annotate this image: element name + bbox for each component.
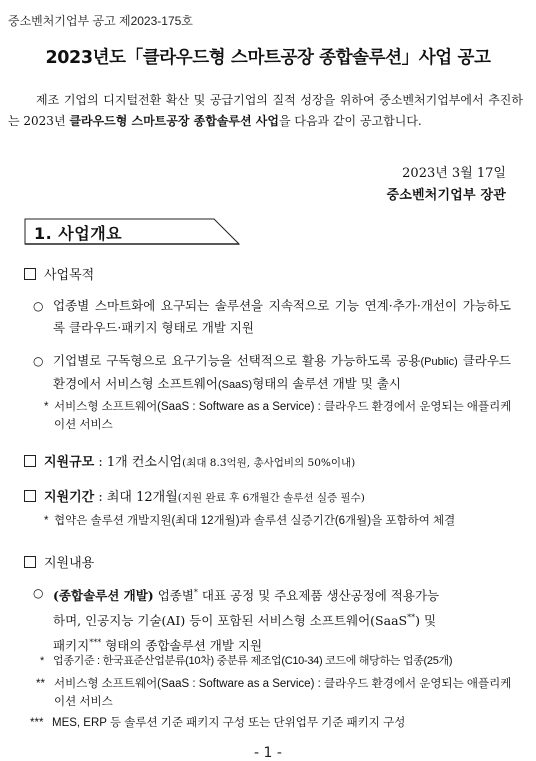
- purpose-item-2: [33, 350, 511, 396]
- purpose-heading: 사업목적: [24, 264, 94, 283]
- square-bullet-icon: [24, 455, 36, 467]
- document-number: 중소벤처기업부 공고 제2023-175호: [8, 14, 193, 28]
- circle-bullet-icon: ○: [33, 354, 44, 368]
- period-heading: 지원기간 : 최대 12개월(지원 완료 후 6개월간 솔루션 실증 필수): [24, 486, 365, 505]
- purpose-item-1: [33, 295, 511, 339]
- circle-bullet-icon: ○: [33, 299, 44, 313]
- purpose-footnote: * 서비스형 소프트웨어(SaaS : Software as a Service) : 클라우드 환경에서 운영되는 애플리케이션 서비스: [44, 401, 512, 431]
- document-title: 2023년도「클라우드형 스마트공장 종합솔루션」사업 공고: [45, 48, 491, 68]
- intro-text-2: 을 다음과 같이 공고합니다.: [278, 114, 422, 128]
- content-item: [33, 582, 511, 657]
- square-bullet-icon: [24, 556, 36, 568]
- section-title: 1. 사업개요: [34, 224, 123, 243]
- content-footnote-1: * 업종기준 : 한국표준산업분류(10차) 중분류 제조업(C10-34) 코드에 해당하는 업종(25개): [40, 655, 453, 667]
- scale-heading: 지원규모 : 1개 컨소시엄(최대 8.3억원, 총사업비의 50%이내): [24, 451, 355, 470]
- content-heading: 지원내용: [24, 552, 94, 571]
- circle-bullet-icon: ○: [33, 586, 44, 600]
- intro-paragraph: [8, 90, 523, 132]
- intro-bold-program: 클라우드형 스마트공장 종합솔루션 사업: [69, 114, 279, 128]
- content-item-line-1: (종합솔루션 개발) 업종별* 대표 공정 및 주요제품 생산공정에 적용가능: [53, 588, 440, 604]
- content-footnote-3: *** MES, ERP 등 솔루션 기준 패키지 구성 또는 단위업무 기준 패키지 구성: [30, 717, 406, 729]
- square-bullet-icon: [24, 490, 36, 502]
- purpose-item-1-text: 업종별 스마트화에 요구되는 솔루션을 지속적으로 기능 연계·추가·개선이 가능하도록 클라우드·패키지 형태로 개발 지원: [53, 298, 511, 335]
- intro-text-1: 제조 기업의 디지털전환 확산 및 공급기업의 질적 성장을 위하여 중소벤처기업부에서 추진하는 2023년: [8, 93, 523, 128]
- purpose-item-2-text: 기업별로 구독형으로 요구기능을 선택적으로 활용 가능하도록 공용(Public) 클라우드 환경에서 서비스형 소프트웨어(SaaS)형태의 솔루션 개발 및 출시: [53, 353, 511, 391]
- content-item-line-2: 하며, 인공지능 기술(AI) 등이 포함된 서비스형 소프트웨어(SaaS**) 및: [53, 613, 437, 629]
- issuer-name: 중소벤처기업부 장관: [386, 188, 506, 203]
- announcement-date: 2023년 3월 17일: [402, 166, 506, 181]
- content-footnote-2: ** 서비스형 소프트웨어(SaaS : Software as a Service) : 클라우드 환경에서 운영되는 애플리케이션 서비스: [36, 678, 512, 708]
- period-footnote: * 협약은 솔루션 개발지원(최대 12개월)과 솔루션 실증기간(6개월)을 포함하여 체결: [44, 515, 456, 527]
- content-item-line-3: 패키지*** 형태의 종합솔루션 개발 지원: [53, 638, 263, 654]
- square-bullet-icon: [24, 268, 36, 280]
- page-number: - 1 -: [254, 745, 282, 761]
